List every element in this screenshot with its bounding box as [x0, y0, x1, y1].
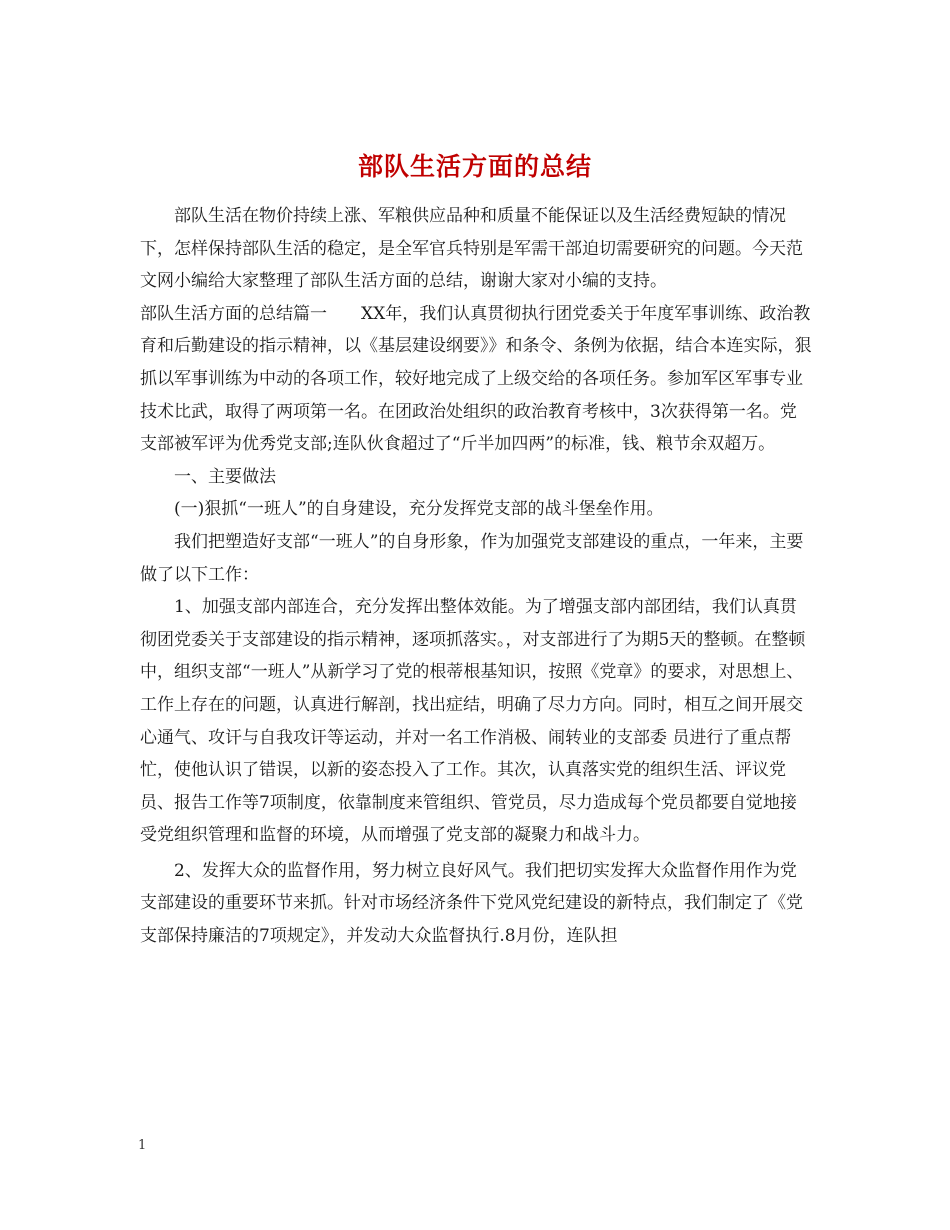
section-heading-main-practices: 一、主要做法 — [174, 466, 276, 487]
paragraph-intro: 部队生活在物价持续上涨、军粮供应品种和质量不能保证以及生活经费短缺的情况下，怎样保持部队生活的稳定，是全军官兵特别是军需干部迫切需要研究的问题。今天范文网小编给大家整理了部队生活方面的总结，谢谢大家对小编的支持。 — [140, 206, 803, 292]
document-title: 部队生活方面的总结 — [357, 151, 592, 181]
paragraph-summary-part-one: 部队生活方面的总结篇一 XX年，我们认真贯彻执行团党委关于年度军事训练、政治教育和后勤建设的指示精神，以《基层建设纲要》》和条令、条例为依据，结合本连实际，狠抓以军事训练为中动的各项工作，较好地完成了上级交给的各项任务。参加军区军事专业技术比武，取得了两项第一名。在团政治处组织的政治教育考核中，3次获得第一名。党支部被军评为优秀党支部;连队伙食超过了“斤半加四两”的标准，钱、粮节余双超万。 — [140, 303, 812, 455]
page-number: 1 — [138, 1138, 147, 1153]
paragraph-item-1: 1、加强支部内部连合，充分发挥出整体效能。为了增强支部内部团结，我们认真贯彻团党委关于支部建设的指示精神，逐项抓落实。，对支部进行了为期5天的整顿。在整顿中，组织支部“一班人”从新学习了党的根蒂根基知识，按照《党章》的要求，对思想上、工作上存在的问题，认真进行解剖，找出症结，明确了尽力方向。同时，相互之间开展交心通气、攻讦与自我攻讦等运动，并对一名工作消极、闹转业的支部委 员进行了重点帮忙，使他认识了错误，以新的姿态投入了工作。其次，认真落实党的组织生活、评议党员、报告工作等7项制度，依靠制度来管组织、管党员，尽力造成每个党员都要自觉地接受党组织管理和监督的环境，从而增强了党支部的凝聚力和战斗力。 — [140, 597, 806, 846]
paragraph-self-building: 我们把塑造好支部“一班人”的自身形象，作为加强党支部建设的重点，一年来，主要做了以下工作： — [140, 531, 804, 585]
document-body — [140, 200, 812, 953]
paragraph-item-2: 2、发挥大众的监督作用，努力树立良好风气。我们把切实发挥大众监督作用作为党支部建设的重要环节来抓。针对市场经济条件下党风党纪建设的新特点，我们制定了《党支部保持廉洁的7项规定》，并发动大众监督执行.8月份，连队担 — [140, 860, 803, 947]
subsection-heading-one: (一)狠抓“一班人”的自身建设，充分发挥党支部的战斗堡垒作用。 — [174, 499, 664, 520]
